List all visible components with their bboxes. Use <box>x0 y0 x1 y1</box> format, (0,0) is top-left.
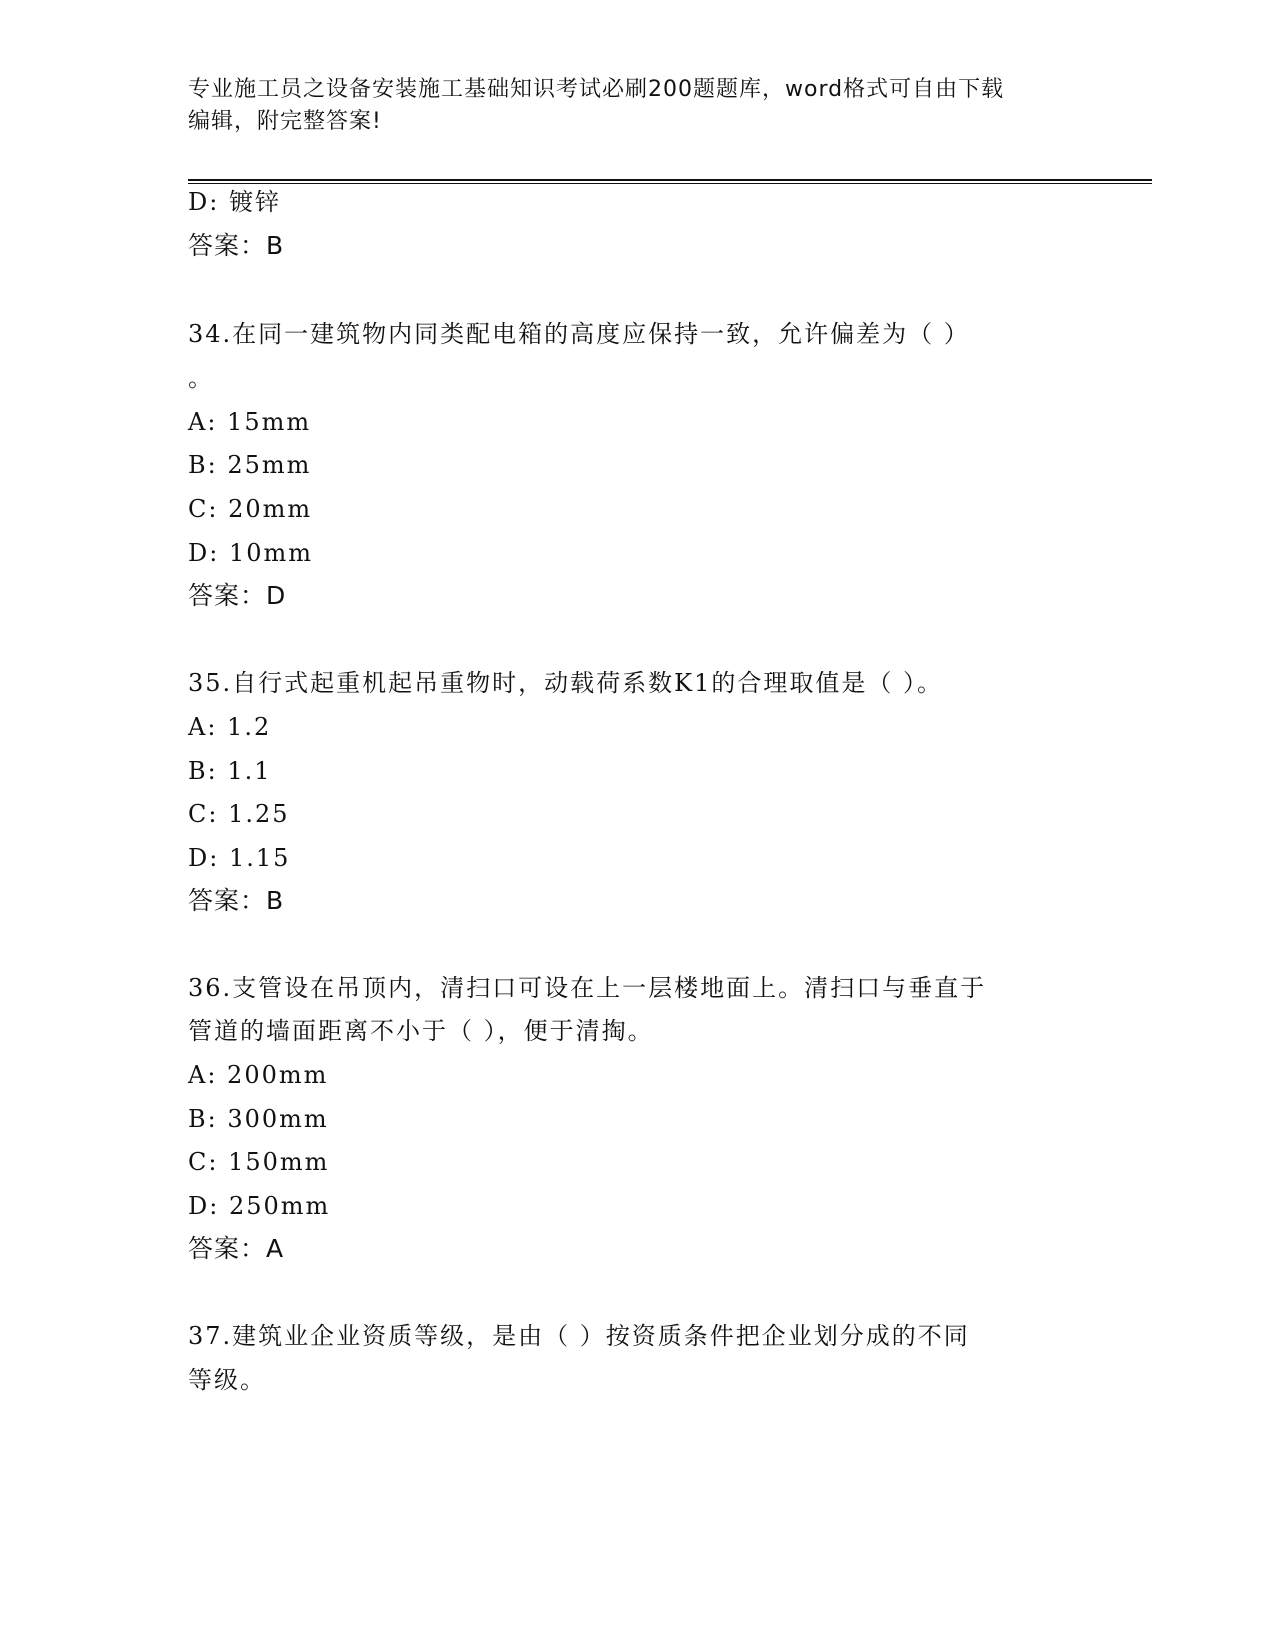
prev-answer: 答案：B <box>188 231 285 260</box>
q34-answer: 答案：D <box>188 581 287 610</box>
header-line-1: 专业施工员之设备安装施工基础知识考试必刷200题题库，word格式可自由下载 <box>188 77 1005 102</box>
header-divider-thick <box>188 179 1152 181</box>
q35-answer: 答案：B <box>188 886 285 915</box>
q35-option-a: A: 1.2 <box>188 713 272 741</box>
q36-text-line-1: 36.支管设在吊顶内，清扫口可设在上一层楼地面上。清扫口与垂直于 <box>188 974 987 1002</box>
q34-option-c: C: 20mm <box>188 495 313 523</box>
header-divider-thin <box>188 183 1152 184</box>
q36-answer: 答案：A <box>188 1234 285 1263</box>
q36-option-a: A: 200mm <box>188 1061 329 1089</box>
q34-option-a: A: 15mm <box>188 408 312 436</box>
q37-text-line-2: 等级。 <box>188 1366 266 1394</box>
prev-option-d: D: 镀锌 <box>188 188 281 216</box>
q34-option-d: D: 10mm <box>188 539 314 567</box>
q34-text-line-2: 。 <box>188 364 214 392</box>
q35-option-c: C: 1.25 <box>188 800 290 828</box>
q35-text-line-1: 35.自行式起重机起吊重物时，动载荷系数K1的合理取值是（ ）。 <box>188 669 943 697</box>
header-line-2: 编辑，附完整答案! <box>188 109 382 134</box>
q36-option-b: B: 300mm <box>188 1105 329 1133</box>
document-header <box>188 74 1068 138</box>
q34-text-line-1: 34.在同一建筑物内同类配电箱的高度应保持一致，允许偏差为（ ） <box>188 320 970 348</box>
q36-option-c: C: 150mm <box>188 1148 330 1176</box>
q35-option-d: D: 1.15 <box>188 844 291 872</box>
q36-text-line-2: 管道的墙面距离不小于（ ），便于清掏。 <box>188 1017 654 1045</box>
q34-option-b: B: 25mm <box>188 451 312 479</box>
q36-option-d: D: 250mm <box>188 1192 331 1220</box>
q37-text-line-1: 37.建筑业企业资质等级，是由（ ）按资质条件把企业划分成的不同 <box>188 1322 970 1350</box>
q35-option-b: B: 1.1 <box>188 757 272 785</box>
